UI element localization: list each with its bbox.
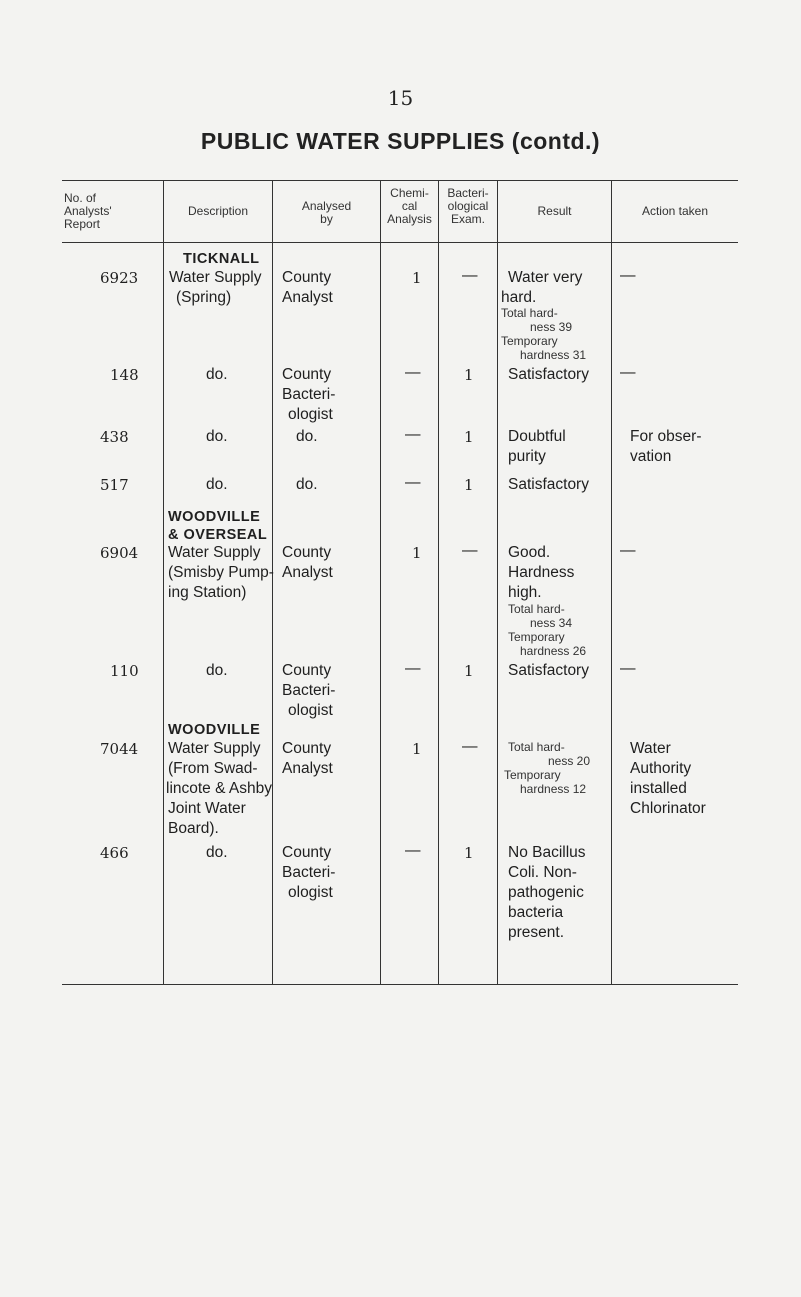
description: (From Swad- — [168, 760, 258, 777]
result: No Bacillus — [508, 844, 586, 861]
result-detail: Temporary — [501, 334, 558, 348]
analysed-by: County — [282, 844, 332, 861]
header-report: No. of Analysts' Report — [64, 191, 112, 231]
col-divider — [497, 180, 498, 984]
analysed-by: Bacteri- — [282, 682, 336, 699]
analysed-by: Bacteri- — [282, 386, 336, 403]
header-result: Result — [537, 204, 572, 218]
chemical-count: 1 — [412, 269, 422, 287]
description: (Smisby Pump- — [168, 564, 274, 581]
chemical-count: — — [405, 842, 421, 859]
place-heading: WOODVILLE — [168, 509, 261, 525]
description: do. — [206, 844, 228, 861]
description: do. — [206, 662, 228, 679]
analysed-by: do. — [296, 476, 318, 493]
table-bottom-rule — [62, 984, 738, 985]
bacteriological-count: — — [462, 542, 478, 559]
bacteriological-count: 1 — [464, 844, 474, 862]
description: do. — [206, 428, 228, 445]
description: do. — [206, 476, 228, 493]
description: Board). — [168, 820, 219, 837]
place-heading: & OVERSEAL — [168, 527, 268, 543]
result-detail: Total hard- — [501, 306, 558, 320]
chemical-count: — — [405, 660, 421, 677]
result: Satisfactory — [508, 476, 589, 493]
analysed-by: County — [282, 740, 332, 757]
result-detail: hardness 12 — [520, 782, 587, 796]
col-divider — [611, 180, 612, 984]
analysed-by: Analyst — [282, 564, 333, 581]
col-divider — [380, 180, 381, 984]
action-taken: Authority — [630, 760, 692, 777]
page-title: PUBLIC WATER SUPPLIES (contd.) — [200, 128, 601, 154]
chemical-count: — — [405, 426, 421, 443]
result: high. — [508, 584, 542, 601]
chemical-count: 1 — [412, 740, 422, 758]
result-detail: Total hard- — [508, 740, 565, 754]
analysed-by: do. — [296, 428, 318, 445]
result: Water very — [508, 269, 583, 286]
header-bacteriological-exam: Bacteri- ological Exam. — [447, 186, 489, 226]
description: Water Supply — [168, 740, 261, 757]
analysed-by: County — [282, 662, 332, 679]
report-number: 7044 — [100, 740, 139, 758]
analysed-by: Analyst — [282, 760, 333, 777]
analysed-by: County — [282, 366, 332, 383]
place-heading: WOODVILLE — [168, 722, 261, 738]
chemical-count: — — [405, 474, 421, 491]
report-number: 6923 — [100, 269, 139, 287]
description: lincote & Ashby — [166, 780, 272, 797]
report-number: 517 — [100, 476, 129, 494]
bacteriological-count: 1 — [464, 662, 474, 680]
bacteriological-count: 1 — [464, 476, 474, 494]
result: Satisfactory — [508, 366, 589, 383]
header-chemical-analysis: Chemi- cal Analysis — [387, 186, 432, 226]
action-taken: Water — [630, 740, 671, 757]
description: Joint Water — [168, 800, 246, 817]
result-detail: Total hard- — [508, 602, 565, 616]
result: Hardness — [508, 564, 575, 581]
action-taken: — — [620, 542, 636, 559]
result-detail: hardness 31 — [520, 348, 587, 362]
report-number: 438 — [100, 428, 129, 446]
analysed-by: Bacteri- — [282, 864, 336, 881]
action-taken: — — [620, 364, 636, 381]
analysed-by: ologist — [288, 702, 333, 719]
result: hard. — [501, 289, 537, 306]
header-action-taken: Action taken — [641, 204, 709, 218]
header-description: Description — [187, 204, 249, 218]
result: purity — [508, 448, 546, 465]
bacteriological-count: 1 — [464, 428, 474, 446]
report-number: 110 — [110, 662, 139, 680]
description: Water Supply — [168, 544, 261, 561]
description: Water Supply — [169, 269, 262, 286]
action-taken: For obser- — [630, 428, 702, 445]
result-detail: Temporary — [508, 630, 565, 644]
description: ing Station) — [168, 584, 247, 601]
result: Coli. Non- — [508, 864, 577, 881]
analysed-by: ologist — [288, 406, 333, 423]
result: present. — [508, 924, 565, 941]
col-divider — [163, 180, 164, 984]
bacteriological-count: 1 — [464, 366, 474, 384]
result-detail: Temporary — [504, 768, 561, 782]
analysed-by: Analyst — [282, 289, 333, 306]
result: Satisfactory — [508, 662, 589, 679]
page-number: 15 — [387, 86, 414, 110]
action-taken: vation — [630, 448, 672, 465]
report-number: 148 — [110, 366, 139, 384]
result: Good. — [508, 544, 551, 561]
result-detail: ness 34 — [530, 616, 573, 630]
analysed-by: County — [282, 269, 332, 286]
action-taken: Chlorinator — [630, 800, 706, 817]
col-divider — [438, 180, 439, 984]
place-heading: TICKNALL — [183, 251, 260, 267]
report-number: 466 — [100, 844, 129, 862]
bacteriological-count: — — [462, 267, 478, 284]
result-detail: ness 39 — [530, 320, 573, 334]
analysed-by: ologist — [288, 884, 333, 901]
bacteriological-count: — — [462, 738, 478, 755]
description: (Spring) — [176, 289, 232, 306]
action-taken: installed — [630, 780, 687, 797]
result: Doubtful — [508, 428, 566, 445]
action-taken: — — [620, 660, 636, 677]
chemical-count: — — [405, 364, 421, 381]
description: do. — [206, 366, 228, 383]
chemical-count: 1 — [412, 544, 422, 562]
result: pathogenic — [508, 884, 584, 901]
action-taken: — — [620, 267, 636, 284]
result-detail: ness 20 — [548, 754, 591, 768]
analysed-by: County — [282, 544, 332, 561]
result-detail: hardness 26 — [520, 644, 587, 658]
header-analysed-by: Analysed by — [301, 199, 352, 226]
result: bacteria — [508, 904, 564, 921]
report-number: 6904 — [100, 544, 139, 562]
